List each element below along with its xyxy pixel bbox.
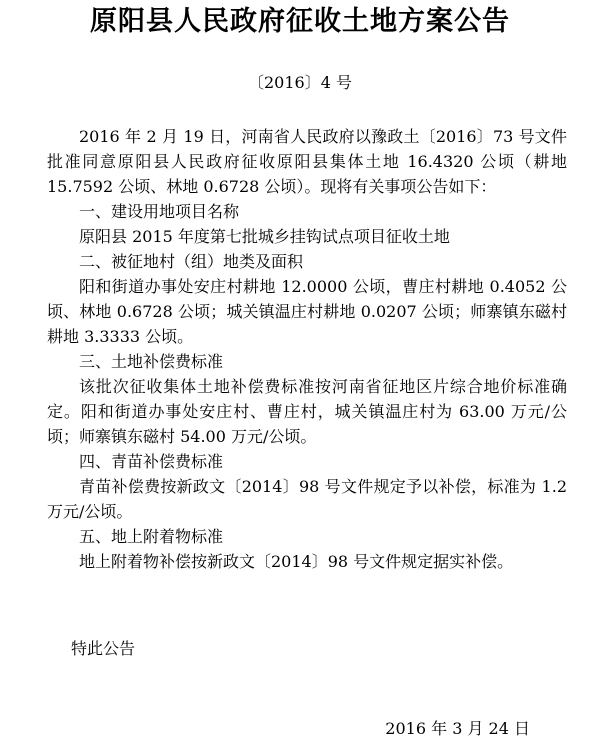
section-content: 地上附着物补偿按新政文〔2014〕98 号文件规定据实补偿。 xyxy=(79,552,514,571)
closing-remark: 特此公告 xyxy=(71,639,136,658)
document-title: 原阳县人民政府征收土地方案公告 xyxy=(90,6,510,37)
section-content: 该批次征收集体土地补偿费标准按河南省征地区片综合地价标准确定。阳和街道办事处安庄村、曹庄村，城关镇温庄村为 63.00 万元/公顷；师寨镇东磁村 54.00 万元/公顷。 xyxy=(47,377,567,446)
section-content: 阳和街道办事处安庄村耕地 12.0000 公顷，曹庄村耕地 0.4052 公顷、林地 0.6728 公顷；城关镇温庄村耕地 0.0207 公顷；师寨镇东磁村耕地 3.3333 公顷。 xyxy=(47,277,567,346)
issue-date: 2016 年 3 月 24 日 xyxy=(385,719,530,738)
document-body xyxy=(47,124,567,574)
section-content: 原阳县 2015 年度第七批城乡挂钩试点项目征收土地 xyxy=(79,227,450,246)
section-heading: 一、建设用地项目名称 xyxy=(79,202,240,221)
section-content: 青苗补偿费按新政文〔2014〕98 号文件规定予以补偿，标准为 1.2 万元/公顷。 xyxy=(47,477,567,521)
document-number: 〔2016〕4 号 xyxy=(248,73,352,92)
section-heading: 四、青苗补偿费标准 xyxy=(79,452,224,471)
section-heading: 三、土地补偿费标准 xyxy=(79,352,224,371)
intro-paragraph: 2016 年 2 月 19 日，河南省人民政府以豫政土〔2016〕73 号文件批准同意原阳县人民政府征收原阳县集体土地 16.4320 公顷（耕地 15.7592 公顷、林地 0.6728 公顷）。现将有关事项公告如下： xyxy=(47,127,567,196)
section-heading: 五、地上附着物标准 xyxy=(79,527,224,546)
section-heading: 二、被征地村（组）地类及面积 xyxy=(79,252,304,271)
